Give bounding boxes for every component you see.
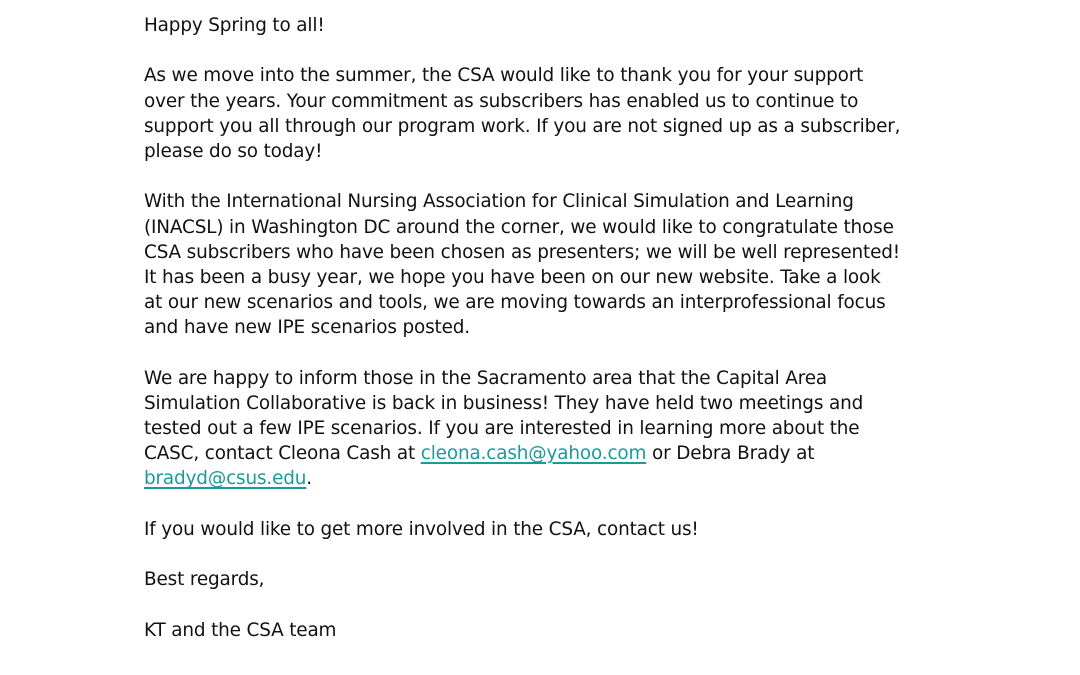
paragraph-line: Simulation Collaborative is back in business! They have held two meetings and <box>144 392 864 414</box>
paragraph-spacer <box>144 38 964 63</box>
greeting: Happy Spring to all! <box>144 15 325 36</box>
brady-contact-text: or Debra Brady at <box>646 443 815 465</box>
paragraph-line: please do so today! <box>144 140 323 162</box>
paragraph-line: (INACSL) in Washington DC around the corner, we would like to congratulate those <box>144 216 894 238</box>
paragraph-line: It has been a busy year, we hope you have been on our new website. Take a look <box>144 266 881 288</box>
paragraph-line: tested out a few IPE scenarios. If you are interested in learning more about the <box>144 418 860 439</box>
paragraph-line: As we move into the summer, the CSA would like to thank you for your support <box>144 65 864 87</box>
paragraph-spacer <box>144 340 964 365</box>
paragraph-spacer <box>144 492 964 517</box>
paragraph-casc <box>144 366 964 492</box>
casc-contact-text: CASC, contact Cleona Cash at <box>144 443 421 465</box>
paragraph-thank-you <box>144 63 964 164</box>
sentence-period: . <box>306 468 312 490</box>
paragraph-line <box>144 466 964 491</box>
paragraph-line: at our new scenarios and tools, we are moving towards an interprofessional focus <box>144 292 886 314</box>
paragraph-spacer <box>144 542 964 567</box>
paragraph-line: support you all through our program work. If you are not signed up as a subscriber, <box>144 115 901 137</box>
paragraph-spacer <box>144 164 964 189</box>
closing-text: Best regards, <box>144 569 265 591</box>
paragraph-line <box>144 441 964 466</box>
paragraph-line: We are happy to inform those in the Sacramento area that the Capital Area <box>144 367 828 389</box>
paragraph-line: CSA subscribers who have been chosen as presenters; we will be well represented! <box>144 241 901 263</box>
paragraph-line: over the years. Your commitment as subscribers has enabled us to continue to <box>144 90 859 112</box>
letter-body <box>144 13 964 643</box>
get-involved-text: If you would like to get more involved in the CSA, contact us! <box>144 518 699 540</box>
paragraph-spacer <box>144 592 964 617</box>
paragraph-line: and have new IPE scenarios posted. <box>144 317 470 339</box>
cleona-email-link[interactable]: cleona.cash@yahoo.com <box>420 443 647 465</box>
paragraph-line: With the International Nursing Association for Clinical Simulation and Learning <box>144 191 854 213</box>
signature-text: KT and the CSA team <box>144 619 337 641</box>
paragraph-inacsl <box>144 189 964 340</box>
brady-email-link[interactable]: bradyd@csus.edu <box>144 468 307 490</box>
